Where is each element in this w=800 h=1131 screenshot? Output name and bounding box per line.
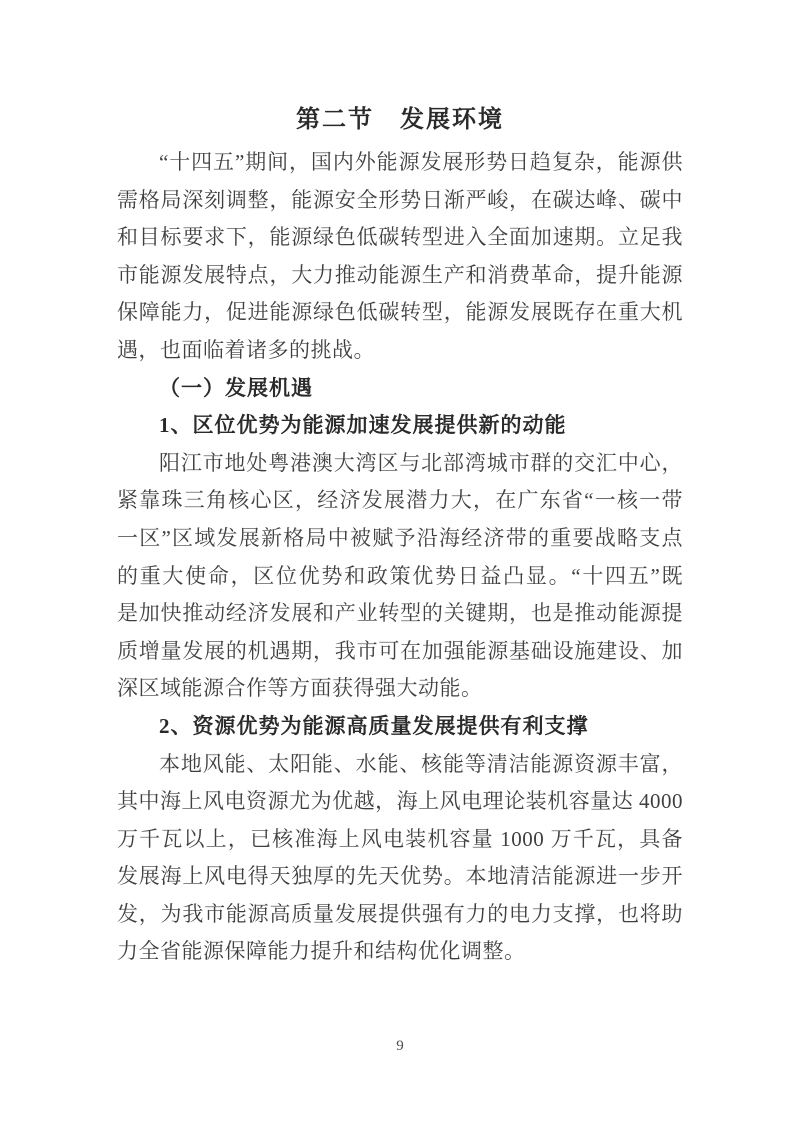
heading-line: （一）发展机遇 xyxy=(159,375,313,400)
paragraph-line: 紧靠珠三角核心区，经济发展潜力大，在广东省“一核一带 xyxy=(117,488,683,513)
heading-block xyxy=(117,370,683,408)
paragraph-line: 需格局深刻调整，能源安全形势日渐严峻，在碳达峰、碳中 xyxy=(117,187,683,212)
paragraph-block xyxy=(117,144,683,370)
paragraph-line: 保障能力，促进能源绿色低碳转型，能源发展既存在重大机 xyxy=(117,300,683,325)
paragraph-line: 阳江市地处粤港澳大湾区与北部湾城市群的交汇中心， xyxy=(159,450,683,475)
heading-block xyxy=(117,407,683,445)
paragraph-line: 万千瓦以上，已核准海上风电装机容量 1000 万千瓦，具备 xyxy=(117,826,683,851)
paragraph-line: 是加快推动经济发展和产业转型的关键期，也是推动能源提 xyxy=(117,601,683,626)
heading-block xyxy=(117,708,683,746)
paragraph-line: 的重大使命，区位优势和政策优势日益凸显。“十四五”既 xyxy=(117,563,683,588)
paragraph-line: 本地风能、太阳能、水能、核能等清洁能源资源丰富， xyxy=(159,751,683,776)
paragraph-line: 一区”区域发展新格局中被赋予沿海经济带的重要战略支点 xyxy=(117,525,683,550)
paragraph-line: 和目标要求下，能源绿色低碳转型进入全面加速期。立足我 xyxy=(117,225,683,250)
paragraph-line: 遇，也面临着诸多的挑战。 xyxy=(117,337,375,362)
paragraph-line: 力全省能源保障能力提升和结构优化调整。 xyxy=(117,939,526,964)
heading-line: 1、区位优势为能源加速发展提供新的动能 xyxy=(159,413,567,438)
page-number: 9 xyxy=(396,1038,404,1054)
paragraph-line: 发展海上风电得天独厚的先天优势。本地清洁能源进一步开 xyxy=(117,864,683,889)
document-body xyxy=(117,103,683,971)
paragraph-line: 其中海上风电资源尤为优越，海上风电理论装机容量达 4000 xyxy=(117,789,683,814)
paragraph-line: “十四五”期间，国内外能源发展形势日趋复杂，能源供 xyxy=(159,150,683,174)
paragraph-line: 深区域能源合作等方面获得强大动能。 xyxy=(117,676,483,701)
paragraph-line: 市能源发展特点，大力推动能源生产和消费革命，提升能源 xyxy=(117,262,683,287)
paragraph-line: 发，为我市能源高质量发展提供强有力的电力支撑，也将助 xyxy=(117,901,683,926)
paragraph-block xyxy=(117,746,683,972)
section-title: 第二节 发展环境 xyxy=(296,107,504,133)
heading-line: 2、资源优势为能源高质量发展提供有利支撑 xyxy=(159,713,589,738)
paragraph-line: 质增量发展的机遇期，我市可在加强能源基础设施建设、加 xyxy=(117,638,683,663)
paragraph-block xyxy=(117,445,683,708)
